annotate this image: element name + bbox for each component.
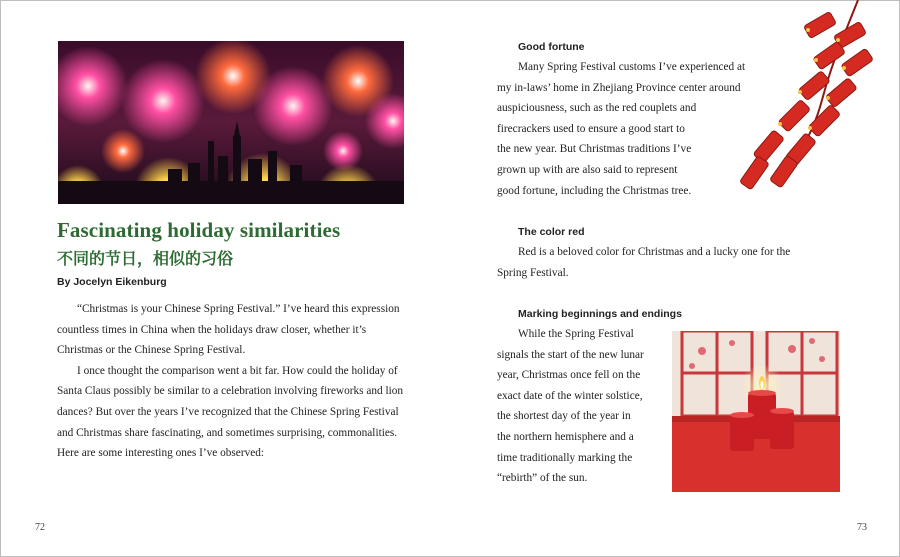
section-text-color-red <box>497 242 790 283</box>
text-line: While the Spring Festival <box>518 328 634 340</box>
text-line: Spring Festival. <box>497 266 569 279</box>
page-number-left: 72 <box>35 522 45 533</box>
fireworks-photo <box>58 41 404 204</box>
body-paragraph: “Christmas is your Chinese Spring Festival.” I’ve heard this expression countless times in China when the holidays draw closer, whether it’s Christmas or the Chinese Spring Festival. <box>57 303 400 357</box>
section-text-beginnings-endings <box>497 324 644 489</box>
text-line: time traditionally marking the <box>497 451 633 464</box>
section-text-good-fortune <box>497 57 745 201</box>
text-line: the northern hemisphere and a <box>497 430 634 443</box>
text-line: grown up with are also said to represent <box>497 163 678 176</box>
text-line: auspiciousness, such as the red couplets and <box>497 102 697 115</box>
text-line: Many Spring Festival customs I’ve experienced at <box>518 61 746 73</box>
text-line: my in-laws’ home in Zhejiang Province center around <box>497 81 741 94</box>
section-heading-color-red: The color red <box>518 226 585 238</box>
author-byline: By Jocelyn Eikenburg <box>57 276 167 288</box>
text-line: “rebirth” of the sun. <box>497 472 588 485</box>
text-line: the shortest day of the year in <box>497 410 631 423</box>
body-paragraph: I once thought the comparison went a bit far. How could the holiday of Santa Claus possibly be similar to a celebration involving fireworks and lion dances? But over the years I’ve recognized that the Chinese Spring Festival and Christmas share fascinating, and sometimes surprising, commonalities. Here are some interesting ones I’ve observed: <box>57 364 404 460</box>
text-line: year, Christmas once fell on the <box>497 369 641 382</box>
section-heading-good-fortune: Good fortune <box>518 41 585 53</box>
section-heading-beginnings-endings: Marking beginnings and endings <box>518 308 682 320</box>
firecrackers-illustration <box>730 0 890 200</box>
article-subtitle-chinese: 不同的节日，相似的习俗 <box>57 249 234 268</box>
text-line: the new year. But Christmas traditions I’ve <box>497 143 692 156</box>
text-line: good fortune, including the Christmas tree. <box>497 184 692 197</box>
article-body <box>57 299 409 464</box>
text-line: signals the start of the new lunar <box>497 348 644 361</box>
red-candles-photo <box>672 331 840 492</box>
text-line: firecrackers used to ensure a good start to <box>497 122 685 135</box>
article-title: Fascinating holiday similarities <box>57 218 341 242</box>
text-line: Red is a beloved color for Christmas and a lucky one for the <box>518 246 791 258</box>
text-line: exact date of the winter solstice, <box>497 389 643 402</box>
page-number-right: 73 <box>857 522 867 533</box>
